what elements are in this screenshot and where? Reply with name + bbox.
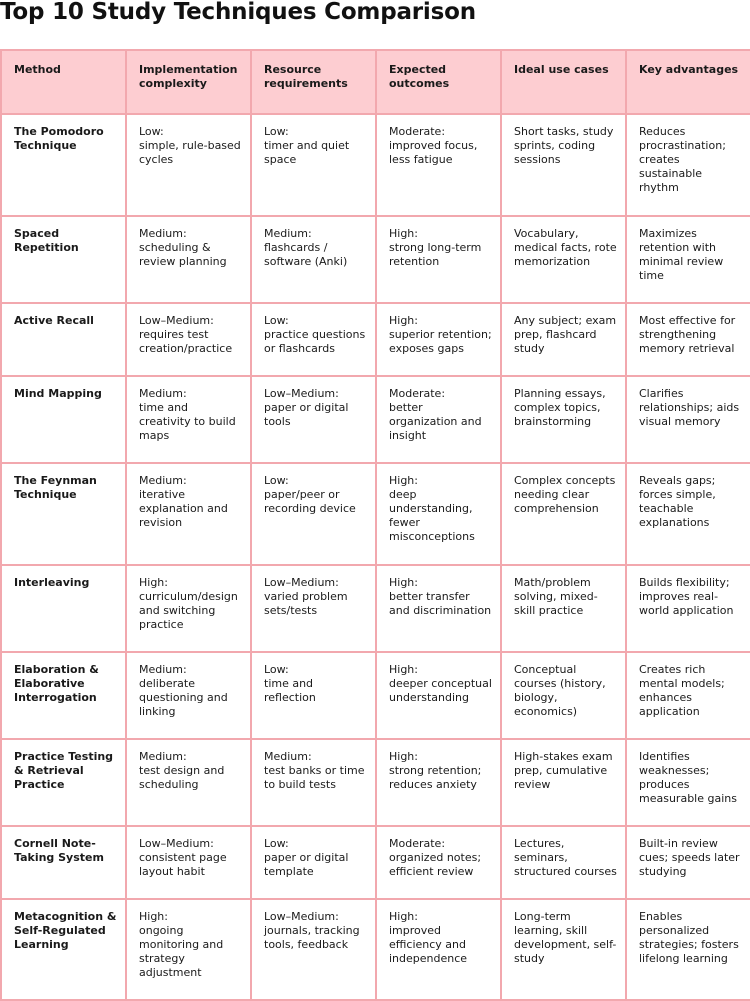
method-cell: Spaced Repetition [1,216,126,303]
header-resource-requirements: Resource requirements [251,50,376,114]
table-row [1,739,750,826]
use-cases-cell: Conceptual courses (history, biology, economics) [501,652,626,739]
resources-detail: varied problem sets/tests [264,590,348,617]
outcomes-detail: improved focus, less fatigue [389,139,478,166]
table-row [1,376,750,463]
complexity-cell [126,463,251,565]
use-cases-cell: Any subject; exam prep, flashcard study [501,303,626,376]
page-title: Top 10 Study Techniques Comparison [0,0,476,25]
outcomes-level: High: [389,750,418,763]
resources-detail: test banks or time to build tests [264,764,365,791]
method-cell: The Feynman Technique [1,463,126,565]
table-row [1,216,750,303]
method-cell: Active Recall [1,303,126,376]
resources-cell [251,376,376,463]
method-cell: Interleaving [1,565,126,652]
resources-cell [251,739,376,826]
advantages-cell: Enables personalized strategies; fosters lifelong learning [626,899,750,1000]
complexity-detail: curriculum/design and switching practice [139,590,238,631]
resources-cell [251,899,376,1000]
resources-level: Low: [264,663,289,676]
use-cases-cell: High-stakes exam prep, cumulative review [501,739,626,826]
complexity-level: Low–Medium: [139,314,214,327]
method-cell: Mind Mapping [1,376,126,463]
advantages-cell: Reveals gaps; forces simple, teachable explanations [626,463,750,565]
resources-detail: timer and quiet space [264,139,350,166]
header-row [1,50,750,114]
complexity-level: Medium: [139,227,187,240]
complexity-detail: requires test creation/practice [139,328,233,355]
complexity-cell [126,114,251,216]
method-cell: Cornell Note-Taking System [1,826,126,899]
use-cases-cell: Short tasks, study sprints, coding sessions [501,114,626,216]
outcomes-cell [376,565,501,652]
outcomes-cell [376,216,501,303]
outcomes-detail: strong long-term retention [389,241,482,268]
resources-cell [251,463,376,565]
table-body [1,114,750,1000]
advantages-cell: Identifies weaknesses; produces measurable gains [626,739,750,826]
resources-cell [251,565,376,652]
table-row [1,463,750,565]
resources-cell [251,216,376,303]
complexity-detail: simple, rule-based cycles [139,139,241,166]
complexity-detail: time and creativity to build maps [139,401,236,442]
complexity-detail: deliberate questioning and linking [139,677,228,718]
use-cases-cell: Vocabulary, medical facts, rote memorization [501,216,626,303]
outcomes-level: High: [389,227,418,240]
complexity-detail: iterative explanation and revision [139,488,228,529]
complexity-level: Low: [139,125,164,138]
method-cell: Practice Testing & Retrieval Practice [1,739,126,826]
outcomes-detail: superior retention; exposes gaps [389,328,492,355]
complexity-level: Medium: [139,474,187,487]
outcomes-level: High: [389,663,418,676]
outcomes-cell [376,303,501,376]
table-row [1,899,750,1000]
resources-level: Low–Medium: [264,910,339,923]
outcomes-cell [376,376,501,463]
outcomes-detail: improved efficiency and independence [389,924,468,965]
advantages-cell: Maximizes retention with minimal review time [626,216,750,303]
resources-cell [251,114,376,216]
outcomes-detail: strong retention; reduces anxiety [389,764,482,791]
resources-detail: paper/peer or recording device [264,488,356,515]
resources-level: Low: [264,474,289,487]
resources-level: Low–Medium: [264,576,339,589]
resources-detail: flashcards / software (Anki) [264,241,348,268]
method-cell: Elaboration & Elaborative Interrogation [1,652,126,739]
advantages-cell: Creates rich mental models; enhances application [626,652,750,739]
complexity-cell [126,826,251,899]
complexity-level: Medium: [139,750,187,763]
advantages-cell: Builds flexibility; improves real-world application [626,565,750,652]
resources-detail: journals, tracking tools, feedback [264,924,360,951]
method-cell: Metacognition & Self-Regulated Learning [1,899,126,1000]
outcomes-cell [376,739,501,826]
complexity-cell [126,739,251,826]
resources-level: Low: [264,125,289,138]
advantages-cell: Built-in review cues; speeds later studying [626,826,750,899]
advantages-cell: Most effective for strengthening memory retrieval [626,303,750,376]
header-ideal-use-cases: Ideal use cases [501,50,626,114]
outcomes-level: High: [389,576,418,589]
complexity-level: Medium: [139,663,187,676]
use-cases-cell: Planning essays, complex topics, brainstorming [501,376,626,463]
outcomes-cell [376,826,501,899]
table-row [1,652,750,739]
table-row [1,303,750,376]
resources-detail: time and reflection [264,677,316,704]
use-cases-cell: Math/problem solving, mixed-skill practice [501,565,626,652]
complexity-cell [126,376,251,463]
advantages-cell: Reduces procrastination; creates sustainable rhythm [626,114,750,216]
outcomes-level: High: [389,910,418,923]
outcomes-detail: better organization and insight [389,401,482,442]
outcomes-level: High: [389,474,418,487]
use-cases-cell: Complex concepts needing clear comprehension [501,463,626,565]
complexity-cell [126,565,251,652]
table-row [1,565,750,652]
comparison-table [0,49,750,1001]
resources-cell [251,303,376,376]
outcomes-detail: deeper conceptual understanding [389,677,492,704]
table-header [1,50,750,114]
outcomes-detail: deep understanding, fewer misconceptions [389,488,475,543]
complexity-cell [126,652,251,739]
resources-level: Low–Medium: [264,387,339,400]
outcomes-level: Moderate: [389,387,446,400]
advantages-cell: Clarifies relationships; aids visual memory [626,376,750,463]
resources-level: Medium: [264,750,312,763]
complexity-level: Low–Medium: [139,837,214,850]
resources-cell [251,652,376,739]
complexity-level: Medium: [139,387,187,400]
outcomes-level: Moderate: [389,837,446,850]
outcomes-cell [376,899,501,1000]
outcomes-level: High: [389,314,418,327]
table-row [1,114,750,216]
complexity-cell [126,303,251,376]
header-method: Method [1,50,126,114]
resources-level: Medium: [264,227,312,240]
resources-cell [251,826,376,899]
complexity-detail: test design and scheduling [139,764,225,791]
header-expected-outcomes: Expected outcomes [376,50,501,114]
method-cell: The Pomodoro Technique [1,114,126,216]
resources-detail: paper or digital tools [264,401,349,428]
complexity-detail: ongoing monitoring and strategy adjustment [139,924,224,979]
complexity-detail: scheduling & review planning [139,241,227,268]
outcomes-detail: better transfer and discrimination [389,590,492,617]
use-cases-cell: Long-term learning, skill development, self-study [501,899,626,1000]
outcomes-cell [376,114,501,216]
outcomes-detail: organized notes; efficient review [389,851,482,878]
resources-detail: paper or digital template [264,851,349,878]
outcomes-cell [376,463,501,565]
complexity-cell [126,899,251,1000]
resources-detail: practice questions or flashcards [264,328,366,355]
header-key-advantages: Key advantages [626,50,750,114]
use-cases-cell: Lectures, seminars, structured courses [501,826,626,899]
resources-level: Low: [264,837,289,850]
resources-level: Low: [264,314,289,327]
table-row [1,826,750,899]
header-implementation-complexity: Implementation complexity [126,50,251,114]
complexity-level: High: [139,910,168,923]
complexity-cell [126,216,251,303]
outcomes-level: Moderate: [389,125,446,138]
complexity-detail: consistent page layout habit [139,851,227,878]
complexity-level: High: [139,576,168,589]
outcomes-cell [376,652,501,739]
